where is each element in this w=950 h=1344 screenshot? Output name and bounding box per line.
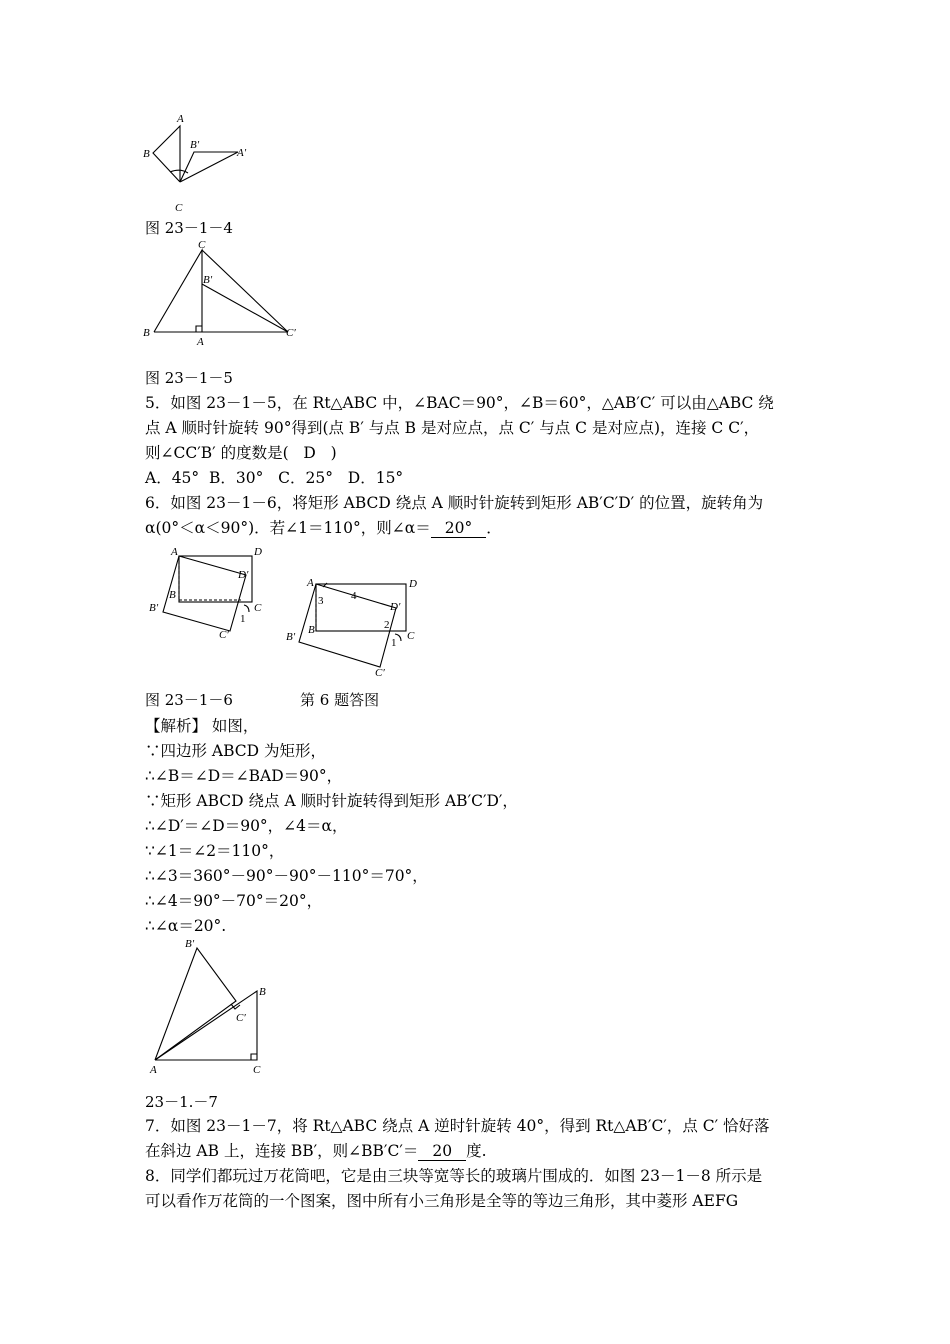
solution-step: ∴∠4＝90°－70°＝20°， [145,892,323,910]
answer-fig-label-2: 2 [384,619,390,631]
fig7-label-b: B [259,986,266,998]
q6-line-2-suffix: ． [486,519,502,537]
solution-step: ∵∠1＝∠2＝110°， [145,842,285,860]
q8-line-1: 8．同学们都玩过万花筒吧，它是由三块等宽等长的玻璃片围成的．如图 23－1－8 所示是 [145,1167,763,1185]
fig5-label-c: C [198,239,206,251]
q7-line-2-suffix: 度. [466,1142,487,1160]
fig4-label-b-prime: B′ [190,139,200,151]
figure-23-1-4-caption: 图 23－1－4 [145,219,233,237]
figure-23-1-4 [140,110,260,215]
fig7-label-a: A [150,1064,157,1076]
q6-line-2-prefix: α(0°＜α＜90°)．若∠1＝110°，则∠α＝ [145,519,431,537]
solution-step: ∴∠3＝360°－90°－90°－110°＝70°， [145,867,428,885]
fig5-label-a: A [197,336,204,348]
q7-line-2-prefix: 在斜边 AB 上，连接 BB′，则∠BB′C′＝ [145,1142,419,1160]
q5-line-2: 点 A 顺时针旋转 90°得到(点 B′ 与点 B 是对应点，点 C′ 与点 C 是对应点)，连接 C C′， [145,419,760,437]
figure-23-1-5-drawing [140,237,305,349]
question-6-answer-figure-drawing [283,570,428,680]
figure-23-1-7 [140,933,275,1081]
question-6-answer-figure [283,570,428,680]
answer-fig-label-c: C [407,630,415,642]
fig4-label-b: B [143,148,150,160]
fig5-label-b-prime: B′ [203,274,213,286]
q6-answer-blank: 20° [431,519,486,538]
fig6-label-c-prime: C′ [219,629,229,641]
answer-fig-label-b: B [308,624,315,636]
fig6-label-1: 1 [240,613,246,625]
fig4-label-c: C [175,202,183,214]
answer-fig-label-a: A [307,577,314,589]
figure-23-1-6-drawing [143,540,273,650]
solution-step: ∵矩形 ABCD 绕点 A 顺时针旋转得到矩形 AB′C′D′， [145,792,518,810]
q5-line-1: 5．如图 23－1－5，在 Rt△ABC 中，∠BAC＝90°，∠B＝60°，△AB′C′ 可以由△ABC 绕 [145,394,774,412]
answer-fig-label-d-prime: D′ [390,601,401,613]
fig7-label-b-prime: B′ [185,938,195,950]
fig7-label-c: C [253,1064,261,1076]
q6-line-1: 6．如图 23－1－6，将矩形 ABCD 绕点 A 顺时针旋转到矩形 AB′C′D′ 的位置，旋转角为 [145,494,764,512]
fig4-label-a: A [177,113,184,125]
figure-23-1-4-drawing [140,110,260,215]
q7-answer-blank: 20 [418,1142,466,1161]
answer-fig-label-b-prime: B′ [286,631,296,643]
fig7-label-c-prime: C′ [236,1012,246,1024]
fig6-label-a: A [171,546,178,558]
fig6-label-b: B [169,589,176,601]
solution-step: ∵四边形 ABCD 为矩形， [145,742,327,760]
solution-step: ∴∠α＝20°. [145,917,227,935]
fig5-label-b: B [143,327,150,339]
fig6-label-b-prime: B′ [149,602,159,614]
figure-23-1-7-caption: 23－1.－7 [145,1093,218,1111]
answer-fig-label-4: 4 [351,590,357,602]
q8-line-2: 可以看作万花筒的一个图案，图中所有小三角形是全等的等边三角形，其中菱形 AEFG [145,1192,739,1210]
answer-fig-label-c-prime: C′ [375,667,385,679]
q5-options: A．45° B．30° C．25° D．15° [145,469,404,487]
solution-title: 【解析】 如图， [145,717,259,735]
figure-23-1-6-caption: 图 23－1－6 [145,691,233,709]
answer-fig-label-d: D [409,578,417,590]
q5-line-3: 则∠CC′B′ 的度数是( D ) [145,444,337,462]
q7-line-1: 7．如图 23－1－7，将 Rt△ABC 绕点 A 逆时针旋转 40°，得到 Rt△AB′C′，点 C′ 恰好落 [145,1117,770,1135]
solution-step: ∴∠D′＝∠D＝90°，∠4＝α， [145,817,348,835]
fig6-label-c: C [254,602,262,614]
fig6-label-d-prime: D′ [238,569,249,581]
figure-23-1-6 [143,540,273,650]
fig5-label-c-prime: C′ [286,327,296,339]
question-6-answer-caption: 第 6 题答图 [300,691,380,709]
fig6-label-d: D [254,546,262,558]
figure-23-1-5-caption: 图 23－1－5 [145,369,233,387]
answer-fig-label-1: 1 [391,637,397,649]
figure-23-1-5 [140,237,305,349]
answer-fig-label-3: 3 [318,595,324,607]
q6-line-2 [145,517,502,539]
figure-23-1-7-drawing [140,933,275,1081]
q7-line-2 [145,1140,487,1162]
solution-step: ∴∠B＝∠D＝∠BAD＝90°， [145,767,343,785]
fig4-label-a-prime: A′ [237,147,247,159]
